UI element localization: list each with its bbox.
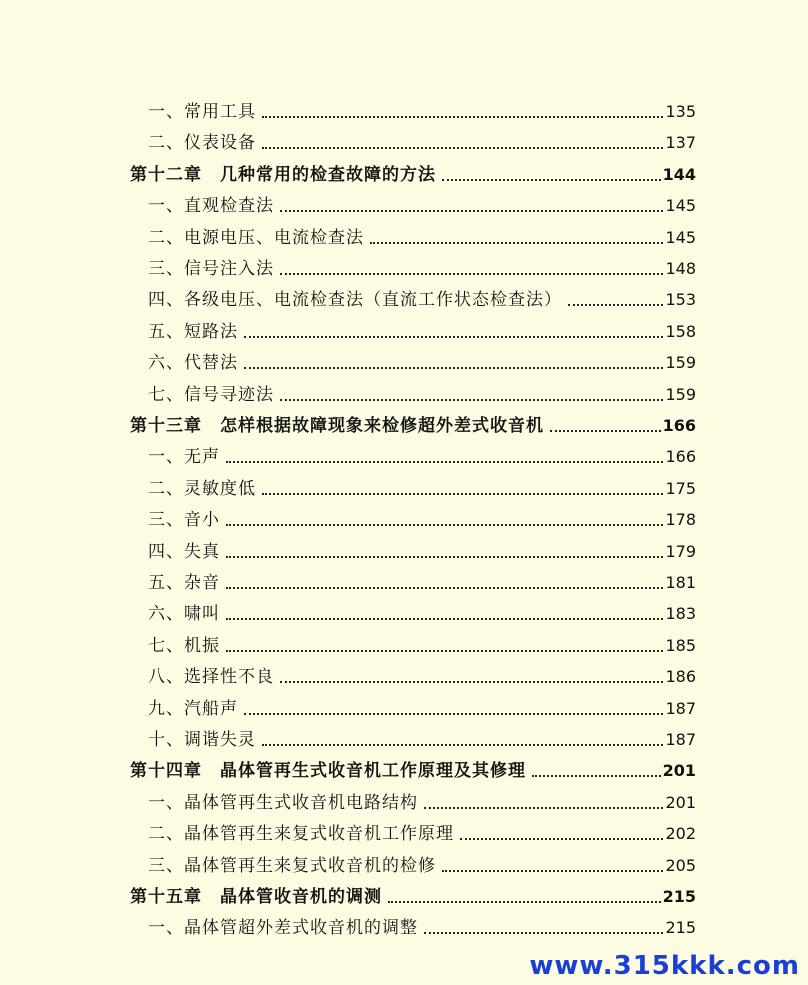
- toc-page-number: 183: [665, 604, 696, 624]
- toc-entry-title: 一、晶体管再生式收音机电路结构: [148, 792, 418, 813]
- toc-page-number: 145: [665, 227, 696, 247]
- toc-entry-title: 四、各级电压、电流检查法（直流工作状态检查法）: [148, 290, 562, 311]
- dot-leader: [568, 303, 663, 306]
- toc-entry-title: 四、失真: [148, 541, 220, 562]
- toc-entry-title: 九、汽船声: [148, 698, 238, 719]
- dot-leader: [388, 900, 661, 903]
- toc-entry-title: 七、信号寻迹法: [148, 384, 274, 405]
- toc-entry-title: 第十三章 怎样根据故障现象来检修超外差式收音机: [130, 416, 544, 436]
- toc-section-row: [148, 532, 696, 563]
- toc-page-number: 215: [662, 887, 696, 906]
- dot-leader: [442, 869, 663, 872]
- toc-section-row: [148, 594, 696, 625]
- toc-section-row: [148, 437, 696, 468]
- toc-page-number: 187: [665, 698, 696, 718]
- toc-section-row: [148, 312, 696, 343]
- dot-leader: [244, 712, 663, 715]
- toc-page-number: 159: [665, 353, 696, 373]
- dot-leader: [226, 523, 663, 526]
- toc-page-number: 137: [665, 133, 696, 153]
- toc-entry-title: 一、常用工具: [148, 102, 256, 122]
- toc-entry-title: 一、无声: [148, 447, 220, 468]
- toc-section-row: [148, 280, 696, 311]
- dot-leader: [262, 115, 663, 118]
- toc-entry-title: 二、晶体管再生来复式收音机工作原理: [148, 824, 454, 845]
- toc-entry-title: 二、电源电压、电流检查法: [148, 227, 364, 248]
- toc-section-row: [148, 783, 696, 814]
- toc-entry-title: 三、晶体管再生来复式收音机的检修: [148, 855, 436, 876]
- toc-section-row: [148, 689, 696, 720]
- dot-leader: [226, 460, 663, 463]
- toc-page-number: 166: [662, 416, 696, 435]
- toc-page-number: 148: [665, 259, 696, 278]
- toc-section-row: [148, 626, 696, 657]
- dot-leader: [262, 146, 663, 149]
- toc-entry-title: 二、灵敏度低: [148, 478, 256, 499]
- dot-leader: [280, 680, 663, 683]
- toc-page-number: 201: [665, 792, 696, 812]
- toc-section-row: [148, 908, 696, 939]
- toc-entry-title: 一、晶体管超外差式收音机的调整: [148, 918, 418, 939]
- toc-section-row: [148, 563, 696, 594]
- toc-entry-title: 一、直观检查法: [148, 196, 274, 217]
- toc-page-number: 159: [665, 384, 696, 404]
- toc-section-row: [148, 469, 696, 500]
- toc-entry-title: 二、仪表设备: [148, 133, 256, 154]
- toc-entry-title: 三、音小: [148, 510, 220, 531]
- toc-section-row: [148, 814, 696, 845]
- toc-section-row: [148, 123, 696, 154]
- toc-entry-title: 十、调谐失灵: [148, 730, 256, 750]
- dot-leader: [550, 429, 661, 432]
- toc-page-number: 215: [665, 918, 696, 938]
- toc-entry-title: 三、信号注入法: [148, 259, 274, 279]
- toc-page-number: 166: [665, 447, 696, 467]
- toc-section-row: [148, 500, 696, 531]
- toc-section-row: [148, 249, 696, 280]
- toc-entry-title: 第十五章 晶体管收音机的调测: [130, 887, 382, 907]
- toc-entry-title: 第十二章 几种常用的检查故障的方法: [130, 164, 436, 185]
- dot-leader: [244, 366, 663, 369]
- toc-page-number: 185: [665, 635, 696, 655]
- toc-section-row: [148, 92, 696, 123]
- toc-page-number: 135: [665, 102, 696, 121]
- toc-page-number: 179: [665, 541, 696, 561]
- toc-section-row: [148, 720, 696, 751]
- toc-page-number: 145: [665, 196, 696, 216]
- toc-page-number: 178: [665, 510, 696, 530]
- toc-entry-title: 七、机振: [148, 635, 220, 656]
- toc-chapter-row: [130, 877, 696, 908]
- dot-leader: [244, 335, 663, 338]
- toc-chapter-row: [130, 406, 696, 437]
- toc-page-number: 186: [665, 667, 696, 687]
- toc-page-number: 187: [665, 730, 696, 749]
- dot-leader: [424, 931, 663, 934]
- toc-chapter-row: [130, 751, 696, 782]
- toc-page-number: 175: [665, 478, 696, 498]
- watermark: www.315kkk.com: [529, 951, 800, 981]
- dot-leader: [226, 649, 663, 652]
- toc-entry-title: 八、选择性不良: [148, 667, 274, 688]
- toc-entry-title: 五、杂音: [148, 573, 220, 593]
- dot-leader: [370, 241, 663, 244]
- toc-section-row: [148, 343, 696, 374]
- toc-entry-title: 六、代替法: [148, 353, 238, 374]
- dot-leader: [442, 178, 661, 181]
- toc-page-number: 205: [665, 855, 696, 875]
- toc-page-number: 181: [665, 573, 696, 592]
- toc-page-number: 153: [665, 290, 696, 310]
- dot-leader: [280, 272, 663, 275]
- toc-page-number: 202: [665, 824, 696, 844]
- toc-page-number: 144: [662, 164, 696, 184]
- toc-chapter-row: [130, 155, 696, 186]
- dot-leader: [280, 209, 663, 212]
- toc-section-row: [148, 657, 696, 688]
- dot-leader: [460, 837, 663, 840]
- toc-page-number: 158: [665, 321, 696, 341]
- toc-page-number: 201: [662, 761, 696, 781]
- dot-leader: [262, 492, 663, 495]
- dot-leader: [226, 586, 663, 589]
- toc-section-row: [148, 186, 696, 217]
- toc-entry-title: 五、短路法: [148, 321, 238, 342]
- dot-leader: [280, 398, 663, 401]
- toc-section-row: [148, 846, 696, 877]
- toc-section-row: [148, 375, 696, 406]
- toc-entry-title: 第十四章 晶体管再生式收音机工作原理及其修理: [130, 761, 526, 782]
- dot-leader: [532, 774, 661, 777]
- dot-leader: [226, 555, 663, 558]
- toc-section-row: [148, 218, 696, 249]
- dot-leader: [424, 806, 663, 809]
- toc-entry-title: 六、啸叫: [148, 604, 220, 625]
- dot-leader: [226, 617, 663, 620]
- dot-leader: [262, 743, 663, 746]
